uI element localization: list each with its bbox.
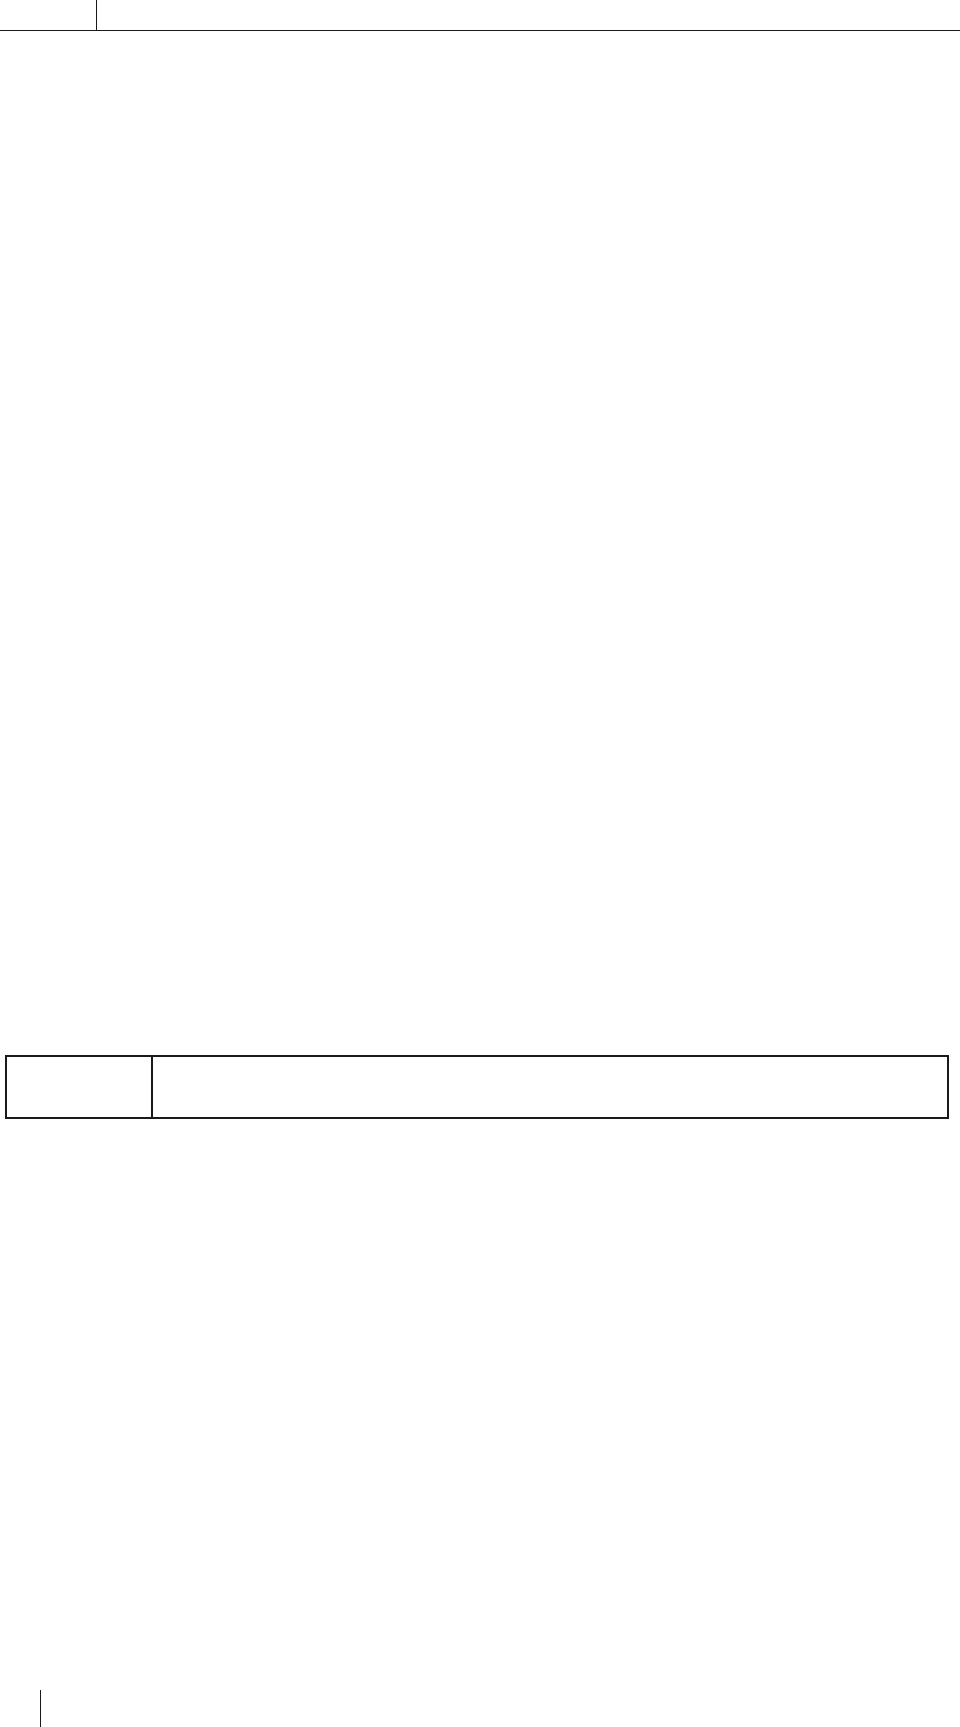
footer-divider xyxy=(40,1690,41,1727)
part-heading-box xyxy=(5,1055,949,1119)
running-header xyxy=(0,0,960,31)
part-heading-divider xyxy=(151,1055,153,1119)
header-divider xyxy=(96,0,97,30)
